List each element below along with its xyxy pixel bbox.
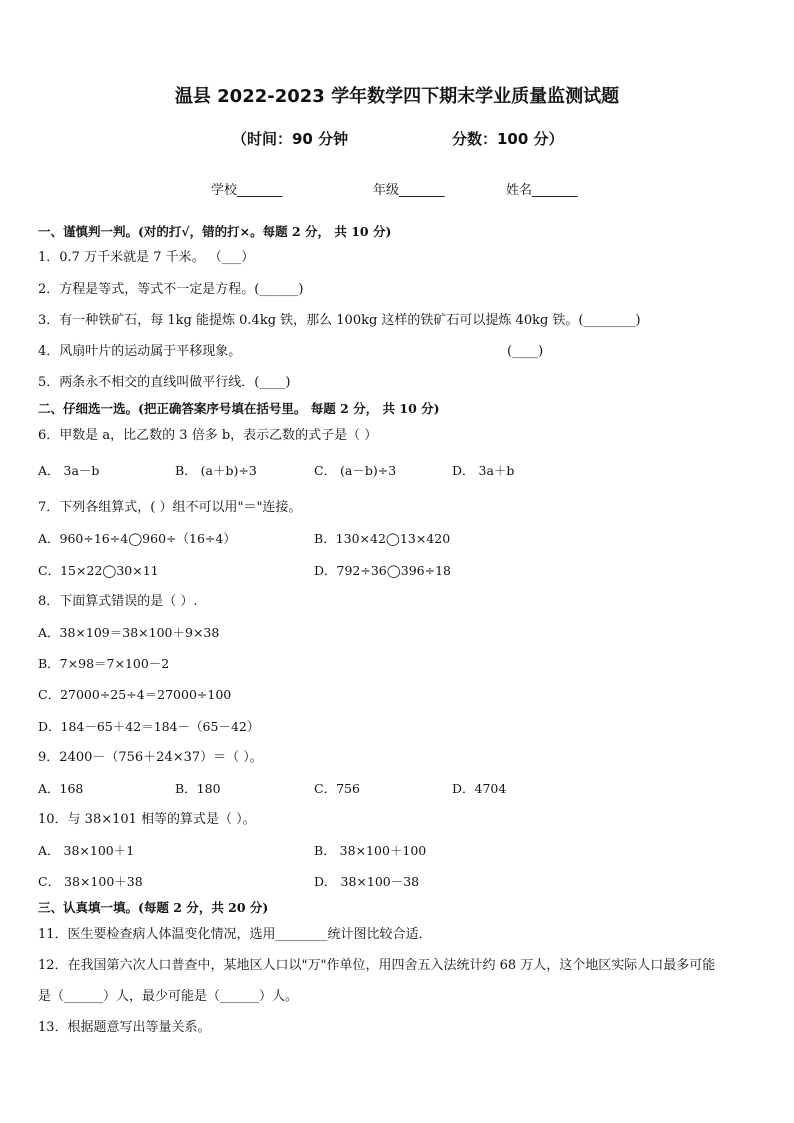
- q9-option-a: A．168: [38, 781, 84, 796]
- q6-option-c: C． (a－b)÷3: [314, 463, 397, 478]
- q10-option-a: A． 38×100＋1: [38, 843, 135, 858]
- question-12-cont: 是（______）人，最少可能是（______）人。: [38, 989, 299, 1004]
- name-field[interactable]: 姓名_______: [506, 183, 578, 198]
- q10-option-c: C． 38×100＋38: [38, 874, 143, 889]
- q10-option-d: D． 38×100－38: [314, 874, 420, 889]
- school-field[interactable]: 学校_______: [211, 183, 283, 198]
- q9-option-c: C．756: [314, 781, 360, 796]
- section2-heading: 二、仔细选一选。(把正确答案序号填在括号里。 每题 2 分， 共 10 分): [38, 401, 440, 416]
- section1-heading: 一、谨慎判一判。(对的打√，错的打×。每题 2 分， 共 10 分): [38, 224, 392, 239]
- question-4-blank: (____): [507, 344, 544, 359]
- question-8: 8．下面算式错误的是（ ）.: [38, 594, 198, 609]
- question-13: 13．根据题意写出等量关系。: [38, 1020, 211, 1035]
- question-9: 9．2400－（756＋24×37）＝（ ）。: [38, 750, 263, 765]
- question-11: 11．医生要检查病人体温变化情况，选用________统计图比较合适．: [38, 927, 432, 942]
- question-7: 7．下列各组算式，( ）组不可以用"＝"连接。: [38, 500, 302, 515]
- q7-option-a: A．960÷16÷4◯960÷（16÷4）: [38, 531, 236, 546]
- q8-option-b: B．7×98＝7×100－2: [38, 656, 170, 671]
- q9-option-d: D．4704: [452, 781, 507, 796]
- page-title: 温县 2022-2023 学年数学四下期末学业质量监测试题: [174, 86, 620, 107]
- score-label: 分数：100 分）: [452, 130, 564, 148]
- q10-option-b: B． 38×100＋100: [314, 843, 427, 858]
- question-4: 4．风扇叶片的运动属于平移现象。: [38, 344, 242, 359]
- grade-field[interactable]: 年级_______: [373, 183, 445, 198]
- q8-option-a: A．38×109＝38×100＋9×38: [38, 625, 220, 640]
- question-1: 1．0.7 万千米就是 7 千米。 （___）: [38, 250, 255, 265]
- question-3: 3．有一种铁矿石，每 1kg 能提炼 0.4kg 铁，那么 100kg 这样的铁矿石可以提炼 40kg 铁。(________): [38, 313, 641, 328]
- q8-option-c: C．27000÷25÷4＝27000÷100: [38, 687, 232, 702]
- q7-option-d: D．792÷36◯396÷18: [314, 563, 451, 578]
- section3-heading: 三、认真填一填。(每题 2 分，共 20 分): [38, 900, 269, 915]
- question-6: 6．甲数是 a，比乙数的 3 倍多 b，表示乙数的式子是（ ）: [38, 428, 378, 443]
- time-label: （时间：90 分钟: [232, 130, 349, 148]
- q9-option-b: B．180: [175, 781, 221, 796]
- q8-option-d: D．184－65＋42＝184－（65－42）: [38, 719, 260, 734]
- q6-option-d: D． 3a＋b: [452, 463, 515, 478]
- question-2: 2．方程是等式，等式不一定是方程。(______): [38, 282, 304, 297]
- question-5: 5．两条永不相交的直线叫做平行线．(____): [38, 375, 291, 390]
- question-12: 12．在我国第六次人口普查中，某地区人口以"万"作单位，用四舍五入法统计约 68 万人，这个地区实际人口最多可能: [38, 958, 716, 973]
- q7-option-c: C．15×22◯30×11: [38, 563, 159, 578]
- q6-option-a: A． 3a－b: [38, 463, 100, 478]
- question-10: 10．与 38×101 相等的算式是（ ）。: [38, 812, 256, 827]
- q6-option-b: B． (a＋b)÷3: [175, 463, 257, 478]
- q7-option-b: B．130×42◯13×420: [314, 531, 451, 546]
